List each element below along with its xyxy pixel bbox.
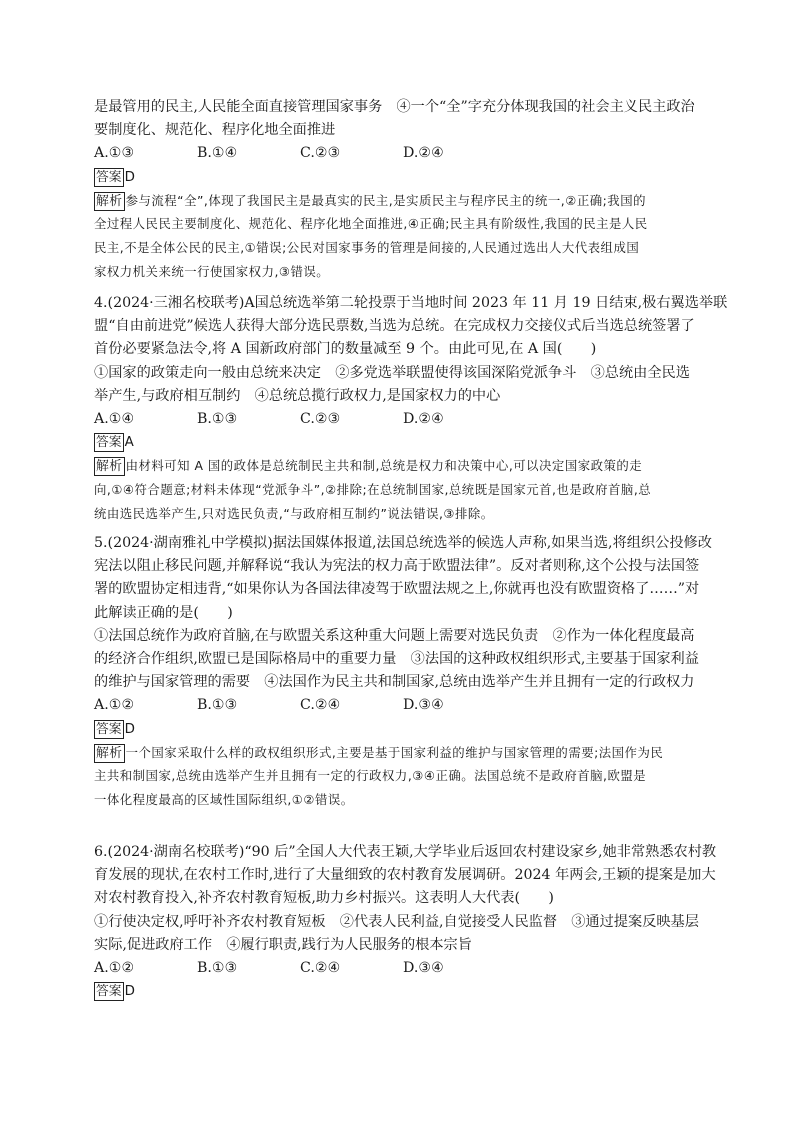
- option-d: D.②④: [403, 145, 444, 162]
- question-text-line: 实际,促进政府工作 ④履行职责,践行为人民服务的根本宗旨: [94, 936, 472, 953]
- answer-row: [94, 431, 704, 454]
- explanation-line: 一体化程度最高的区域性国际组织,①②错误。: [94, 792, 354, 808]
- question-text-line: 5.(2024·湖南雅礼中学模拟)据法国媒体报道,法国总统选举的候选人声称,如果当选,将组织公投修改: [94, 535, 712, 551]
- option-a: A.①④: [94, 411, 135, 428]
- option-a: A.①②: [94, 960, 135, 977]
- answer-value: A: [124, 435, 134, 451]
- question-text-line: 的维护与国家管理的需要 ④法国作为民主共和制国家,总统由选举产生并且拥有一定的行政权力: [94, 674, 695, 691]
- option-b: B.①③: [197, 697, 238, 714]
- question-text-line: 首份必要紧急法令,将 A 国新政府部门的数量减至 9 个。由此可见,在 A 国( ): [94, 341, 597, 358]
- answer-tag: 答案: [96, 984, 122, 1000]
- explanation-line: 全过程人民民主要制度化、规范化、程序化地全面推进,④正确;民主具有阶级性,我国的民主是人民: [94, 216, 648, 232]
- answer-tag: 答案: [96, 721, 122, 737]
- option-c: C.②③: [300, 145, 341, 162]
- option-a: A.①③: [94, 145, 135, 162]
- question-text-line: ①法国总统作为政府首脑,在与欧盟关系这种重大问题上需要对选民负责 ②作为一体化程度最高: [94, 627, 695, 644]
- question-6: [94, 841, 717, 1003]
- answer-value: D: [124, 169, 135, 185]
- option-c: C.②③: [300, 411, 341, 428]
- answer-value: D: [124, 984, 135, 1000]
- explanation-line: 解析 由材料可知 A 国的政体是总统制民主共和制,总统是权力和决策中心,可以决定国家政策的走: [96, 458, 643, 475]
- explanation-line: 解析 参与流程“全”,体现了我国民主是最真实的民主,是实质民主与程序民主的统一,②正确;我国的: [96, 192, 646, 209]
- options-row: [94, 957, 704, 980]
- option-b: B.①③: [197, 960, 238, 977]
- question-text-line: 育发展的现状,在农村工作时,进行了大量细致的农村教育发展调研。2024 年两会,王颖的提案是加大: [94, 867, 716, 884]
- question-text-line: 宪法以阻止移民问题,并解释说“我认为宪法的权力高于欧盟法律”。反对者则称,这个公投与法国签: [94, 558, 700, 575]
- options-row: [94, 694, 704, 717]
- question-text-line: 的经济合作组织,欧盟已是国际格局中的重要力量 ③法国的这种政权组织形式,主要基于国家利益: [94, 651, 699, 668]
- question-3-tail: [94, 96, 704, 283]
- option-d: D.②④: [403, 411, 444, 428]
- explanation-line: 向,①④符合题意;材料未体现“党派争斗”,②排除;在总统制国家,总统既是国家元首,也是政府首脑,总: [94, 482, 652, 498]
- option-c: C.②④: [300, 697, 341, 714]
- question-text-line: 是最管用的民主,人民能全面直接管理国家事务 ④一个“全”字充分体现我国的社会主义民主政治: [94, 99, 695, 115]
- explanation-line: 民主,不是全体公民的民主,①错误;公民对国家事务的管理是间接的,人民通过选出人大代表组成国: [94, 240, 640, 255]
- explanation-line: 主共和制国家,总统由选举产生并且拥有一定的行政权力,③④正确。法国总统不是政府首脑,欧盟是: [94, 768, 647, 784]
- question-text-line: 署的欧盟协定相违背,“如果你认为各国法律凌驾于欧盟法规之上,你就再也没有欧盟资格了……”对: [94, 581, 700, 598]
- answer-row: [94, 166, 704, 189]
- answer-row: [94, 980, 704, 1003]
- question-text-line: 对农村教育投入,补齐农村教育短板,助力乡村振兴。这表明人大代表( ): [94, 890, 554, 907]
- option-c: C.②④: [300, 960, 341, 977]
- question-text-line: ①行使决定权,呼吁补齐农村教育短板 ②代表人民利益,自觉接受人民监督 ③通过提案反映基层: [94, 913, 699, 930]
- question-text-line: 4.(2024·三湘名校联考)A国总统选举第二轮投票于当地时间 2023 年 11 月 19 日结束,极右翼选举联: [94, 295, 728, 311]
- option-a: A.①②: [94, 697, 135, 714]
- answer-tag: 答案: [96, 169, 122, 185]
- question-5: [94, 532, 712, 812]
- option-d: D.③④: [403, 960, 444, 977]
- option-d: D.③④: [403, 697, 444, 714]
- answer-tag: 答案: [96, 435, 122, 451]
- explanation-tag: 解析: [96, 745, 123, 761]
- explanation-line: 统由选民选举产生,只对选民负责,“与政府相互制约”说法错误,③排除。: [94, 505, 494, 521]
- option-b: B.①③: [197, 411, 238, 428]
- question-text-line: 6.(2024·湖南名校联考)“90 后”全国人大代表王颖,大学毕业后返回农村建设家乡,她非常熟悉农村教: [94, 844, 717, 860]
- question-text-line: 此解读正确的是( ): [94, 604, 233, 621]
- option-b: B.①④: [197, 145, 238, 162]
- options-row: [94, 408, 704, 431]
- explanation-line: 家权力机关来统一行使国家权力,③错误。: [94, 263, 330, 279]
- question-text-line: 举产生,与政府相互制约 ④总统总揽行政权力,是国家权力的中心: [94, 387, 501, 404]
- question-text-line: 要制度化、规范化、程序化地全面推进: [94, 122, 336, 139]
- answer-value: D: [124, 721, 135, 737]
- answer-row: [94, 718, 704, 741]
- question-4: [94, 292, 728, 525]
- explanation-tag: 解析: [96, 459, 123, 475]
- explanation-tag: 解析: [96, 193, 123, 209]
- question-text-line: ①国家的政策走向一般由总统来决定 ②多党选举联盟使得该国深陷党派争斗 ③总统由全民选: [94, 364, 690, 381]
- explanation-line: 解析 一个国家采取什么样的政权组织形式,主要是基于国家利益的维护与国家管理的需要;法国作为民: [96, 744, 664, 761]
- question-text-line: 盟“自由前进党”候选人获得大部分选民票数,当选为总统。在完成权力交接仪式后当选总统签署了: [94, 318, 695, 335]
- options-row: [94, 142, 704, 165]
